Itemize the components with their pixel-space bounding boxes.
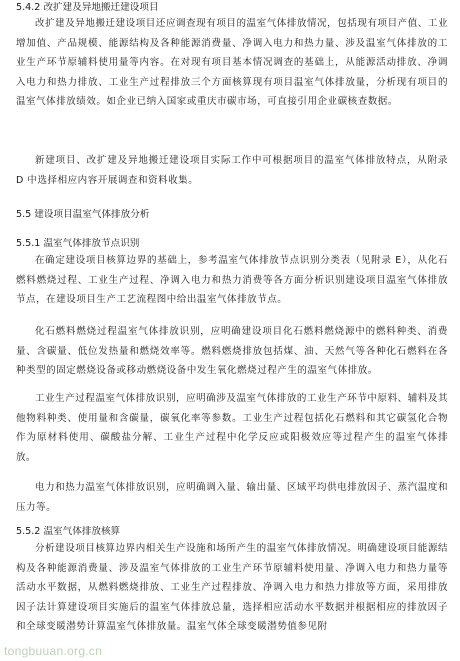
paragraph: 分析建设项目核算边界内相关生产设施和场所产生的温室气体排放情况。明确建设项目能源结构及各种能源消费量、涉及温室气体排放的工业生产环节原辅料使用量、净调入电力和热力量等活动水平数据，从燃料燃烧排放、工业生产过程排放、净调入电力和热力排放等方面，采用排放因子法计算建设项目实施后的温室气体排放总量，选择相应活动水平数据并根据相应的排放因子和全球变暖潜势计算温室气体排放量。温室气体全球变暖潜势值参见附 [16,543,448,633]
section-heading-5-5-1: 5.5.1 温室气体排放节点识别 [16,238,140,249]
paragraph: 新建项目、改扩建及异地搬迁建设项目实际工作中可根据项目的温室气体排放特点，从附录 D 中选择相应内容开展调查和资料收集。 [16,155,448,186]
section-heading-5-4-2: 5.4.2 改扩建及异地搬迁建设项目 [16,2,159,13]
paragraph: 改扩建及异地搬迁建设项目还应调查现有项目的温室气体排放情况，包括现有项目产值、工业增加值、产品规模、能源结构及各种能源消费量、净调入电力和热力量、涉及温室气体排放的工业生产环节原辅料使用量等内容。在对现有项目基本情况调查的基础上，从能源活动排放、净调入电力和热力排放、工业生产过程排放三个方面核算现有项目温室气体排放量，分析现有项目的温室气体排放绩效。如企业已纳入国家或重庆市碳市场，可直接引用企业碳核查数据。 [16,18,448,108]
paragraph: 工业生产过程温室气体排放识别，应明确涉及温室气体排放的工业生产环节中原料、辅料及其他物料种类、使用量和含碳量，碳氧化率等参数。工业生产过程包括化石燃料和其它碳氢化合物作为原材料使用、碳酸盐分解、工业生产过程中化学反应或阳极效应等过程产生的温室气体排放。 [16,393,448,463]
paragraph: 电力和热力温室气体排放识别，应明确调入量、输出量、区域平均供电排放因子、蒸汽温度和压力等。 [16,482,448,513]
paragraph: 在确定建设项目核算边界的基础上，参考温室气体排放节点识别分类表（见附录 E），从化石燃料燃烧过程、工业生产过程、净调入电力和热力消费等各方面分析识别建设项目温室气体排放节点，在建设项目生产工艺流程图中给出温室气体排放节点。 [16,255,448,306]
watermark: tongbuuan.org.cn [4,644,103,658]
section-heading-5-5-2: 5.5.2 温室气体排放核算 [16,526,121,537]
section-heading-5-5: 5.5 建设项目温室气体排放分析 [16,209,150,220]
paragraph: 化石燃料燃烧过程温室气体排放识别，应明确建设项目化石燃料燃烧源中的燃料种类、消费量、含碳量、低位发热量和燃烧效率等。燃料燃烧排放包括煤、油、天然气等各种化石燃料在各种类型的固定燃烧设备或移动燃烧设备中发生氧化燃烧过程产生的温室气体排放。 [16,326,448,377]
